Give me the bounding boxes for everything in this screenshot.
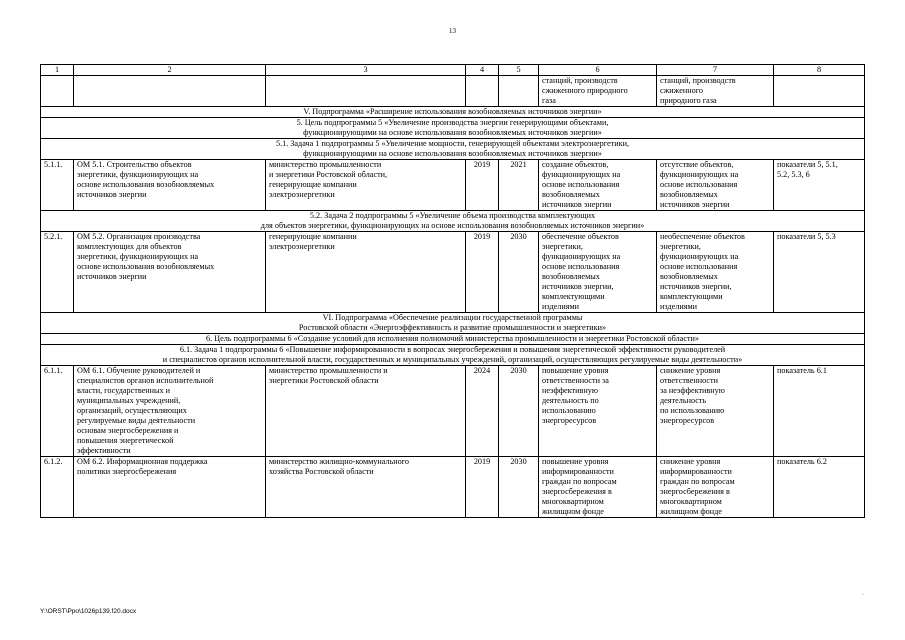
subprogram-heading	[41, 313, 865, 334]
continued-row	[41, 76, 865, 107]
text-line: энергоресурсов	[660, 416, 715, 425]
table-row	[41, 366, 865, 457]
text-line: энергетики,	[542, 242, 583, 251]
text-line: повышение уровня	[542, 366, 609, 375]
text-line: ОМ 6.1. Обучение руководителей и	[77, 366, 201, 375]
text-line: основе использования	[542, 180, 620, 189]
executor	[266, 457, 466, 518]
text-line: хозяйства Ростовской области	[269, 467, 374, 476]
text-line: возобновляемых	[542, 272, 600, 281]
task-heading	[41, 139, 865, 160]
row-number: 6.1.2.	[41, 457, 74, 518]
text-line: функционирующими на основе использования возобновляемых источников энергии»	[303, 149, 602, 158]
text-line: 6.1. Задача 1 подпрограммы 6 «Повышение информированности в вопросах энергосбережения и повышения энергетической эффективности руководителей	[179, 345, 726, 354]
consequence-cell	[657, 76, 774, 107]
text-line: муниципальных учреждений,	[77, 396, 181, 405]
text-line: 5. Цель подпрограммы 5 «Увеличение производства энергии генерирующими объектами,	[296, 118, 609, 127]
file-path-footer: Y:\ORST\Ppo\1026p139.f20.docx	[40, 608, 137, 615]
text-line: 6. Цель подпрограммы 6 «Создание условий для исполнения полномочий министерства промышленности и энергетики Ростовской области»	[205, 334, 700, 343]
text-line: ОМ 5.1. Строительство объектов	[77, 160, 192, 169]
text-line: отсутствие объектов,	[660, 160, 734, 169]
text-line: источников энергии	[660, 200, 730, 209]
text-line: и энергетики Ростовской области,	[269, 170, 388, 179]
text-line: функционирующих на	[542, 252, 621, 261]
text-line: основам энергосбережения и	[77, 426, 179, 435]
text-line: информированности	[660, 467, 732, 476]
text-line: электроэнергетики	[269, 190, 335, 199]
task-heading	[41, 345, 865, 366]
text-line: возобновляемых	[660, 190, 718, 199]
text-line: показатель 6.1	[777, 366, 827, 375]
subprogram-heading	[41, 107, 865, 118]
text-line: источников энергии	[77, 272, 147, 281]
text-line: использованию	[542, 406, 596, 415]
text-line: министерство промышленности	[269, 160, 382, 169]
column-number: 8	[774, 65, 865, 76]
result-cell	[539, 76, 657, 107]
text-line: основе использования	[542, 262, 620, 271]
indicator-link	[774, 366, 865, 457]
text-line: 5.2, 5.3, 6	[777, 170, 810, 179]
start-year: 2019	[466, 160, 499, 211]
table-row	[41, 457, 865, 518]
text-line: деятельность по	[542, 396, 599, 405]
column-number: 2	[74, 65, 266, 76]
text-line: энергетики, функционирующих на	[77, 252, 199, 261]
text-line: по использованию	[660, 406, 725, 415]
text-line: многоквартирном	[542, 497, 604, 506]
text-line: повышения энергетической	[77, 436, 174, 445]
goal-heading	[41, 118, 865, 139]
margin-mark: ·	[862, 592, 864, 598]
text-line: комплектующими	[660, 292, 723, 301]
expected-result	[539, 366, 657, 457]
row-number: 6.1.1.	[41, 366, 74, 457]
text-line: за неэффективную	[660, 386, 725, 395]
executor	[266, 366, 466, 457]
indicator-link	[774, 160, 865, 211]
text-line: VI. Подпрограмма «Обеспечение реализации государственной программы	[322, 313, 583, 322]
measure-name	[74, 232, 266, 313]
text-line: 5.2. Задача 2 подпрограммы 5 «Увеличение объема производства комплектующих	[309, 211, 596, 220]
start-year: 2019	[466, 232, 499, 313]
text-line: Ростовской области «Энергоэффективность и развитие промышленности и энергетики»	[298, 323, 607, 332]
column-number: 6	[539, 65, 657, 76]
text-line: обеспечение объектов	[542, 232, 619, 241]
text-line: энергетики,	[660, 242, 701, 251]
text-line: функционирующих на	[542, 170, 621, 179]
text-line: неэффективную	[542, 386, 598, 395]
text-line: станций, производств	[660, 76, 736, 85]
expected-result	[539, 160, 657, 211]
end-year: 2030	[499, 366, 539, 457]
column-number: 4	[466, 65, 499, 76]
text-line: источников энергии,	[660, 282, 732, 291]
text-line: комплектующими	[542, 292, 605, 301]
task-heading	[41, 211, 865, 232]
text-line: генерирующие компании	[269, 232, 357, 241]
text-line: показатель 6.2	[777, 457, 827, 466]
end-year: 2030	[499, 457, 539, 518]
start-year: 2019	[466, 457, 499, 518]
text-line: многоквартирном	[660, 497, 722, 506]
text-line: граждан по вопросам	[660, 477, 735, 486]
executor	[266, 232, 466, 313]
text-line: энергосбережения в	[542, 487, 612, 496]
text-line: министерство промышленности и	[269, 366, 388, 375]
text-line: ответственности за	[542, 376, 609, 385]
text-line: источников энергии,	[542, 282, 614, 291]
text-line: энергетики Ростовской области	[269, 376, 379, 385]
text-line: источников энергии	[542, 200, 612, 209]
text-line: граждан по вопросам	[542, 477, 617, 486]
text-line: функционирующих на	[660, 252, 739, 261]
start-year: 2024	[466, 366, 499, 457]
text-line: электроэнергетики	[269, 242, 335, 251]
text-line: и специалистов органов исполнительной власти, государственных и муниципальных учреждений, организаций, осуществляющих регулируемые виды деятельности»	[162, 355, 743, 364]
text-line: изделиями	[660, 302, 698, 311]
text-line: необеспечение объектов	[660, 232, 745, 241]
indicator-link	[774, 232, 865, 313]
column-number: 7	[657, 65, 774, 76]
column-number: 1	[41, 65, 74, 76]
text-line: источников энергии	[77, 190, 147, 199]
text-line: газа	[542, 96, 556, 105]
indicator-link	[774, 457, 865, 518]
measures-table	[40, 64, 865, 518]
text-line: V. Подпрограмма «Расширение использования возобновляемых источников энергии»	[303, 107, 602, 116]
text-line: регулируемые виды деятельности	[77, 416, 196, 425]
text-line: жилищном фонде	[542, 507, 604, 516]
text-line: функционирующими на основе использования возобновляемых источников энергии»	[303, 128, 602, 137]
consequence	[657, 457, 774, 518]
text-line: энергосбережения в	[660, 487, 730, 496]
row-number: 5.2.1.	[41, 232, 74, 313]
text-line: ОМ 5.2. Организация производства	[77, 232, 201, 241]
text-line: станций, производств	[542, 76, 618, 85]
measure-name	[74, 366, 266, 457]
text-line: возобновляемых	[542, 190, 600, 199]
text-line: деятельность	[660, 396, 707, 405]
text-line: снижение уровня	[660, 366, 721, 375]
text-line: власти, государственных и	[77, 386, 171, 395]
text-line: энергетики, функционирующих на	[77, 170, 199, 179]
text-line: политики энергосбережения	[77, 467, 177, 476]
text-line: для объектов энергетики, функционирующих на основе использования возобновляемых источников энергии»	[260, 221, 645, 230]
text-line: показатели 5, 5.3	[777, 232, 836, 241]
text-line: ответственности	[660, 376, 719, 385]
table-row	[41, 160, 865, 211]
text-line: основе использования возобновляемых	[77, 262, 215, 271]
page-number: 13	[449, 27, 456, 35]
text-line: организаций, осуществляющих	[77, 406, 187, 415]
text-line: комплектующих для объектов	[77, 242, 182, 251]
expected-result	[539, 232, 657, 313]
consequence	[657, 160, 774, 211]
text-line: сжиженного	[660, 86, 703, 95]
text-line: природного газа	[660, 96, 717, 105]
row-number: 5.1.1.	[41, 160, 74, 211]
text-line: создание объектов,	[542, 160, 609, 169]
expected-result	[539, 457, 657, 518]
text-line: информированности	[542, 467, 614, 476]
text-line: ОМ 6.2. Информационная поддержка	[77, 457, 208, 466]
measure-name	[74, 457, 266, 518]
text-line: основе использования возобновляемых	[77, 180, 215, 189]
text-line: сжиженного природного	[542, 86, 628, 95]
text-line: изделиями	[542, 302, 580, 311]
text-line: возобновляемых	[660, 272, 718, 281]
text-line: снижение уровня	[660, 457, 721, 466]
executor	[266, 160, 466, 211]
consequence	[657, 366, 774, 457]
text-line: генерирующие компании	[269, 180, 357, 189]
text-line: жилищном фонде	[660, 507, 722, 516]
text-line: основе использования	[660, 180, 738, 189]
column-number-row	[41, 65, 865, 76]
column-number: 5	[499, 65, 539, 76]
text-line: энергоресурсов	[542, 416, 597, 425]
end-year: 2021	[499, 160, 539, 211]
text-line: министерство жилищно-коммунального	[269, 457, 410, 466]
table-row	[41, 232, 865, 313]
goal-heading	[41, 334, 865, 345]
measure-name	[74, 160, 266, 211]
text-line: повышение уровня	[542, 457, 609, 466]
text-line: эффективности	[77, 446, 131, 455]
text-line: специалистов органов исполнительной	[77, 376, 214, 385]
text-line: показатели 5, 5.1,	[777, 160, 838, 169]
text-line: основе использования	[660, 262, 738, 271]
consequence	[657, 232, 774, 313]
column-number: 3	[266, 65, 466, 76]
end-year: 2030	[499, 232, 539, 313]
text-line: 5.1. Задача 1 подпрограммы 5 «Увеличение мощности, генерирующей объектами электроэнергетики,	[275, 139, 630, 148]
text-line: функционирующих на	[660, 170, 739, 179]
